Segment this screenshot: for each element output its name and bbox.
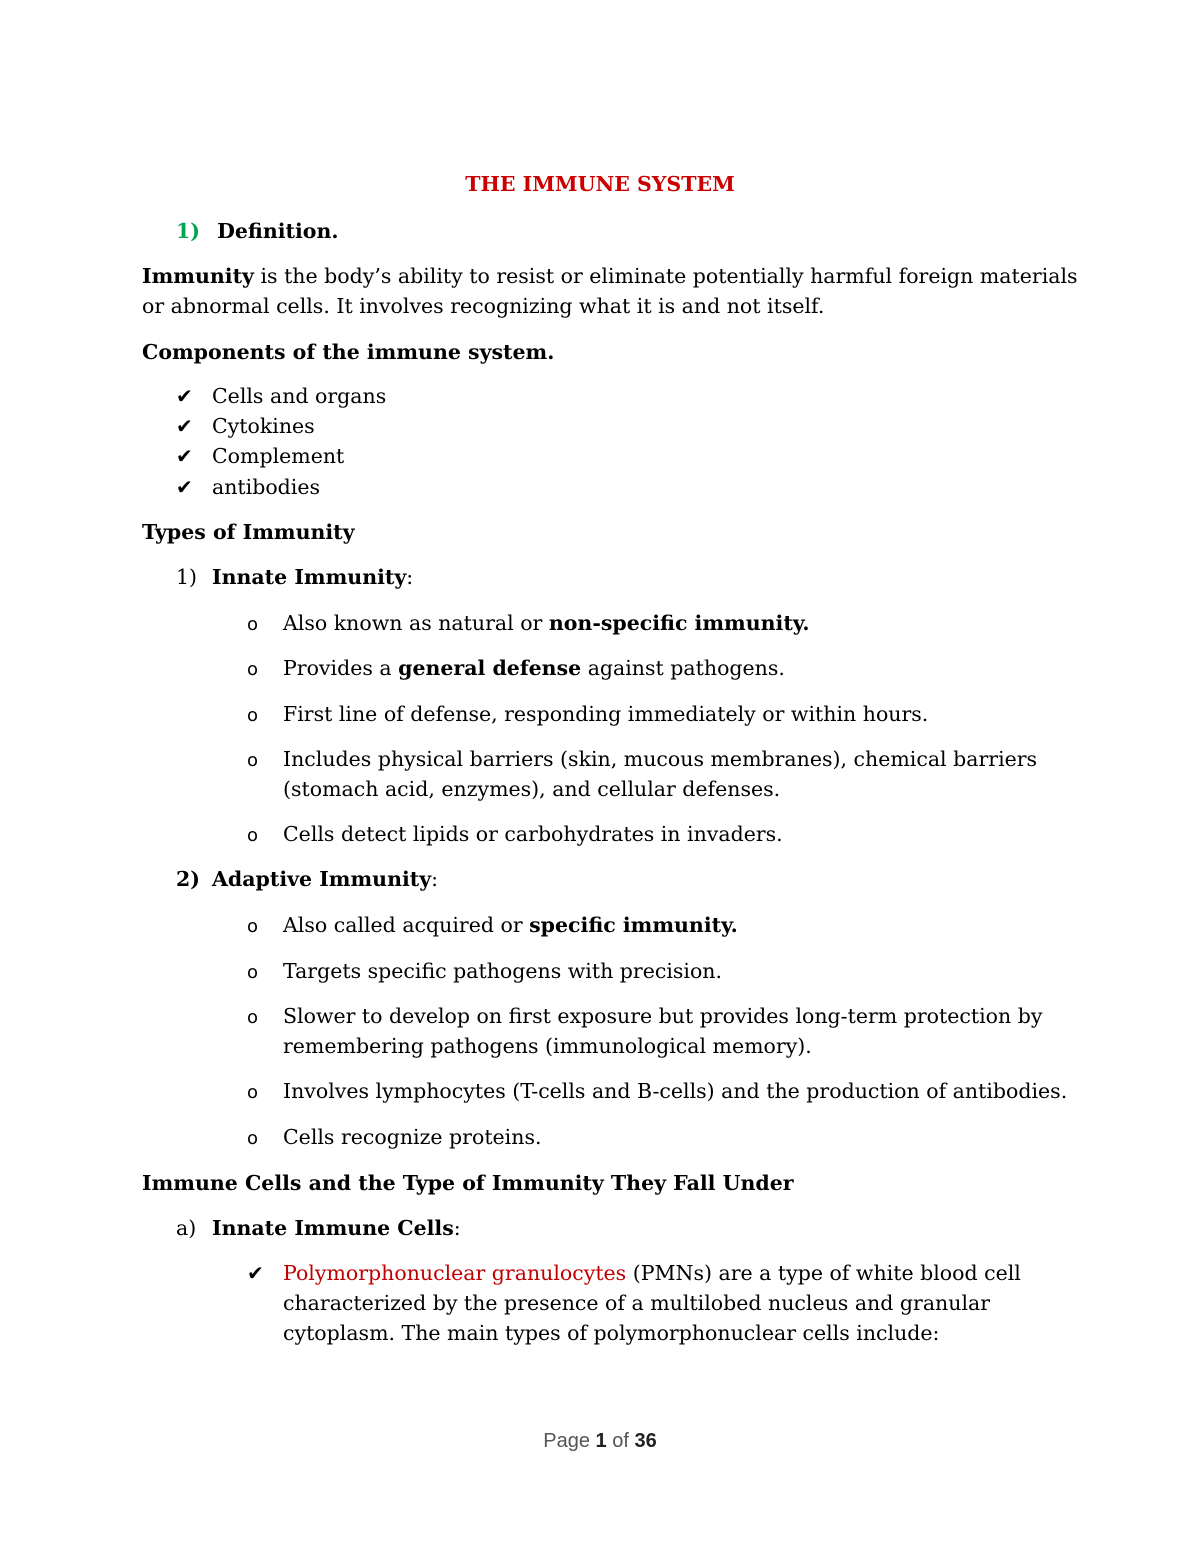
component-item-label: Cells and organs [212, 384, 387, 408]
pmn-item [247, 1261, 1021, 1285]
component-item-label: antibodies [212, 475, 321, 499]
checkmark-icon: ✔ [247, 1261, 264, 1285]
innate-cells-letter: a) [176, 1216, 197, 1240]
adaptive-bullet-item-continuation: remembering pathogens (immunological memory). [283, 1034, 812, 1058]
circle-bullet-icon: o [247, 750, 259, 771]
innate-bullet-item [247, 747, 1038, 771]
adaptive-colon: : [431, 867, 439, 891]
types-heading: Types of Immunity [142, 520, 355, 544]
item-text: Cells detect lipids or carbohydrates in invaders. [283, 822, 783, 846]
definition-heading [176, 219, 339, 243]
component-item [176, 384, 387, 408]
definition-number: 1) [176, 219, 200, 243]
components-heading: Components of the immune system. [142, 340, 555, 364]
item-text: Includes physical barriers (skin, mucous membranes), chemical barriers [283, 747, 1038, 771]
component-item [176, 444, 345, 468]
pmn-term: Polymorphonuclear granulocytes [283, 1261, 627, 1285]
page-word: Page [543, 1430, 590, 1452]
of-word: of [612, 1430, 629, 1452]
innate-heading [176, 565, 414, 589]
innate-colon: : [406, 565, 414, 589]
page-footer [0, 1430, 1200, 1453]
item-text: Cells recognize proteins. [283, 1125, 542, 1149]
adaptive-heading [176, 867, 439, 891]
component-item-label: Complement [212, 444, 345, 468]
circle-bullet-icon: o [247, 659, 259, 680]
component-item [176, 414, 315, 438]
innate-cells-heading [176, 1216, 461, 1240]
immune-cells-heading: Immune Cells and the Type of Immunity They Fall Under [142, 1171, 794, 1195]
checkmark-icon: ✔ [176, 444, 193, 468]
circle-bullet-icon: o [247, 705, 259, 726]
definition-paragraph-line1 [142, 264, 1078, 288]
definition-text-1: is the body’s ability to resist or eliminate potentially harmful foreign materials [253, 264, 1078, 288]
checkmark-icon: ✔ [176, 414, 193, 438]
circle-bullet-icon: o [247, 1082, 259, 1103]
component-item [176, 475, 321, 499]
innate-label: Innate Immunity [212, 565, 407, 589]
circle-bullet-icon: o [247, 614, 259, 635]
item-text: Targets specific pathogens with precision. [283, 959, 723, 983]
item-bold-text: non-specific immunity. [548, 611, 810, 635]
definition-paragraph-line2: or abnormal cells. It involves recognizing what it is and not itself. [142, 294, 825, 318]
item-text: against pathogens. [581, 656, 785, 680]
pmn-text-line3: cytoplasm. The main types of polymorphonuclear cells include: [283, 1321, 940, 1345]
adaptive-bullet-item [247, 1004, 1043, 1028]
pmn-text-line2: characterized by the presence of a multilobed nucleus and granular [283, 1291, 991, 1315]
component-item-label: Cytokines [212, 414, 315, 438]
adaptive-bullet-item [247, 959, 723, 983]
page-title: THE IMMUNE SYSTEM [465, 172, 735, 196]
innate-cells-label: Innate Immune Cells [212, 1216, 454, 1240]
page-total: 36 [634, 1430, 657, 1452]
innate-cells-colon: : [453, 1216, 461, 1240]
checkmark-icon: ✔ [176, 475, 193, 499]
innate-bullet-item-continuation: (stomach acid, enzymes), and cellular defenses. [283, 777, 781, 801]
immunity-term: Immunity [142, 264, 254, 288]
item-text: Also called acquired or [283, 913, 530, 937]
pmn-text: (PMNs) are a type of white blood cell [626, 1261, 1021, 1285]
adaptive-bullet-item [247, 1125, 542, 1149]
item-bold-text: general defense [398, 656, 582, 680]
page-number: 1 [595, 1430, 607, 1452]
innate-bullet-item [247, 611, 810, 635]
item-text: First line of defense, responding immediately or within hours. [283, 702, 929, 726]
innate-bullet-item [247, 656, 785, 680]
adaptive-bullet-item [247, 1079, 1068, 1103]
item-text: Involves lymphocytes (T-cells and B-cells) and the production of antibodies. [283, 1079, 1068, 1103]
adaptive-label: Adaptive Immunity [212, 867, 432, 891]
adaptive-bullet-item [247, 913, 738, 937]
innate-bullet-item [247, 822, 783, 846]
circle-bullet-icon: o [247, 1128, 259, 1149]
item-text: Also known as natural or [283, 611, 549, 635]
innate-bullet-item [247, 702, 929, 726]
definition-label: Definition. [217, 219, 339, 243]
item-text: Slower to develop on first exposure but provides long-term protection by [283, 1004, 1043, 1028]
circle-bullet-icon: o [247, 825, 259, 846]
item-text: Provides a [283, 656, 399, 680]
checkmark-icon: ✔ [176, 384, 193, 408]
circle-bullet-icon: o [247, 962, 259, 983]
item-bold-text: specific immunity. [529, 913, 738, 937]
circle-bullet-icon: o [247, 916, 259, 937]
circle-bullet-icon: o [247, 1007, 259, 1028]
innate-number: 1) [176, 565, 198, 589]
adaptive-number: 2) [176, 867, 200, 891]
